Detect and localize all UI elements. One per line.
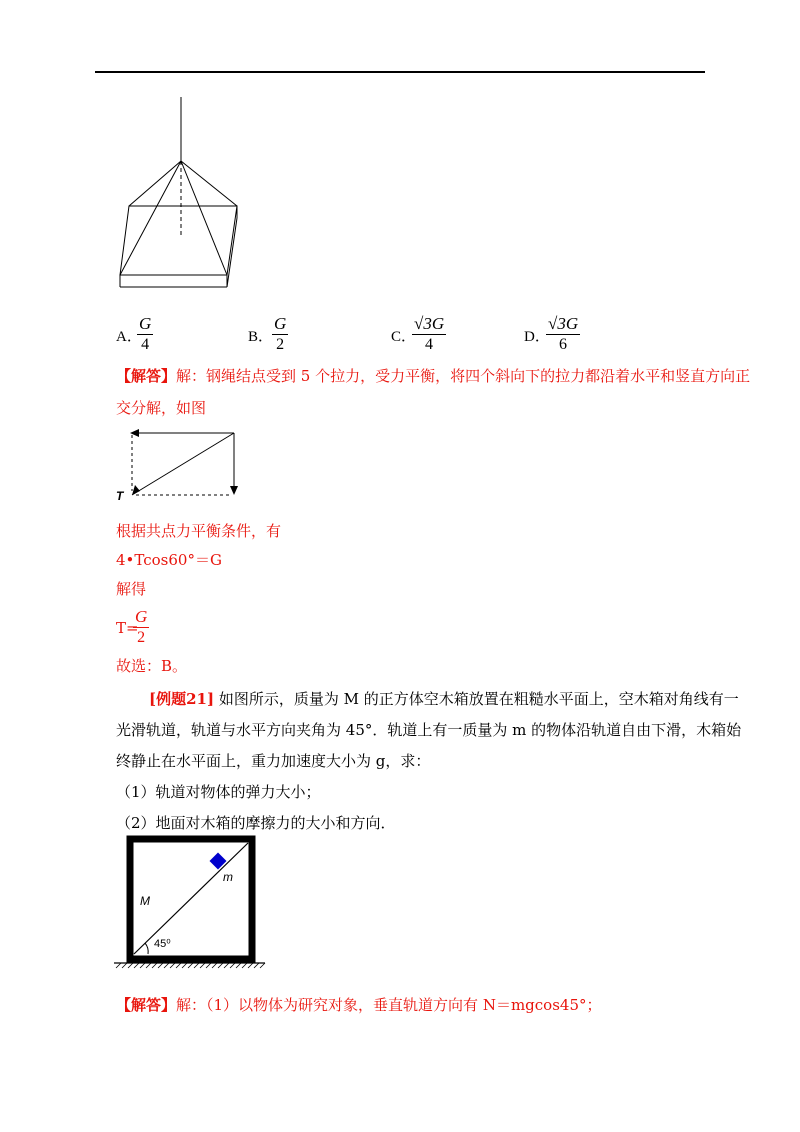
option-a-denominator: 4 <box>141 336 150 353</box>
option-c-fraction <box>412 314 446 355</box>
figure-box-track <box>112 835 267 970</box>
label-m: m <box>223 870 233 884</box>
example-tag: [例题21] <box>149 690 215 708</box>
example-line1: 如图所示，质量为 M 的正方体空木箱放置在粗糙水平面上，空木箱对角线有一 <box>218 690 739 708</box>
figure-force-decomposition <box>112 425 247 503</box>
angle-label: 45⁰ <box>154 938 171 950</box>
example-line2: 光滑轨道，轨道与水平方向夹角为 45°．轨道上有一质量为 m 的物体沿轨道自由下滑，木箱始 <box>116 721 742 739</box>
t-fraction <box>133 607 149 648</box>
answer1-paragraph <box>116 366 750 386</box>
arrow-left <box>130 429 139 437</box>
track-diagonal <box>134 843 248 954</box>
option-b-label: B． <box>248 329 274 345</box>
answer1-line2: 交分解，如图 <box>116 399 207 417</box>
option-d-denominator: 6 <box>559 336 568 353</box>
header-rule <box>95 71 705 73</box>
label-M: M <box>140 894 150 908</box>
option-c-denominator: 4 <box>425 336 434 353</box>
figure-hanging-plate <box>110 95 250 295</box>
option-a-numerator: G <box>139 314 152 333</box>
arrow-down <box>230 486 238 495</box>
equation-text: 4•Tcos60°＝G <box>116 551 222 569</box>
option-d-numerator: √3G <box>548 314 579 333</box>
option-a-fraction <box>137 314 153 355</box>
option-c-numerator: √3G <box>414 314 445 333</box>
choose-text: 故选：B。 <box>116 657 188 675</box>
option-b-numerator: G <box>274 314 287 333</box>
answer2-paragraph <box>116 995 602 1015</box>
plate <box>120 206 237 275</box>
option-d-fraction <box>546 314 580 355</box>
option-b-denominator: 2 <box>276 336 285 353</box>
option-a-label: A． <box>116 329 142 345</box>
t-prefix: T= <box>116 619 139 637</box>
tension-label: T <box>116 489 124 503</box>
answer1-tag: 【解答】 <box>116 367 177 385</box>
question-1: （1）轨道对物体的弹力大小； <box>116 783 321 801</box>
example-line3: 终静止在水平面上，重力加速度大小为 g，求： <box>116 752 431 770</box>
t-numerator: G <box>135 607 148 626</box>
option-c-label: C． <box>391 329 417 345</box>
arrow-origin <box>132 485 140 495</box>
t-denominator: 2 <box>137 629 146 646</box>
answer2-tag: 【解答】 <box>116 996 177 1014</box>
solve-text: 解得 <box>116 580 147 598</box>
example-paragraph <box>149 689 739 709</box>
option-d-label: D． <box>524 329 550 345</box>
condition-text: 根据共点力平衡条件，有 <box>116 522 282 540</box>
answer1-line1: 解：钢绳结点受到 5 个拉力，受力平衡，将四个斜向下的拉力都沿着水平和竖直方向正 <box>176 367 751 385</box>
answer2-text: 解：（1）以物体为研究对象，垂直轨道方向有 N＝mgcos45°； <box>176 996 602 1014</box>
option-b-fraction <box>272 314 288 355</box>
question-2: （2）地面对木箱的摩擦力的大小和方向． <box>116 814 396 832</box>
ground-hatch <box>116 963 265 968</box>
